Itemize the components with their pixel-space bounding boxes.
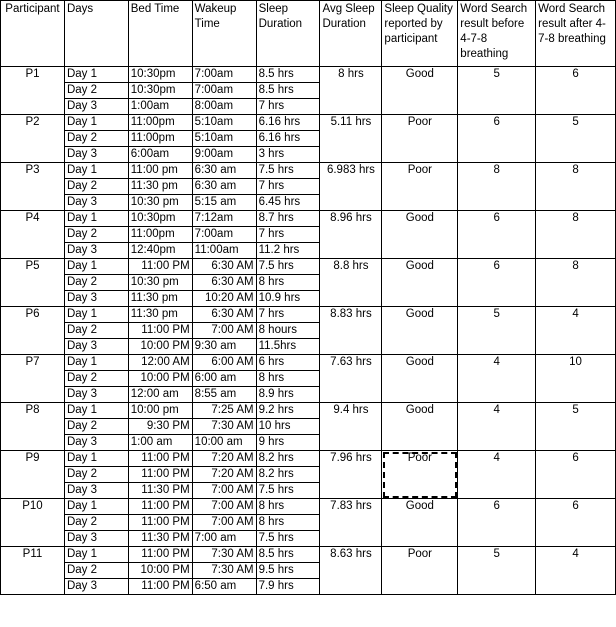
wakeup-time-cell[interactable]: 7:20 AM — [192, 467, 256, 483]
bed-time-cell[interactable]: 11:00 PM — [128, 467, 192, 483]
wakeup-time-cell[interactable]: 9:30 am — [192, 339, 256, 355]
day-cell[interactable]: Day 3 — [64, 579, 128, 595]
word-search-after-cell[interactable]: 5 — [536, 403, 616, 451]
wakeup-time-cell[interactable]: 7:12am — [192, 211, 256, 227]
day-cell[interactable]: Day 3 — [64, 435, 128, 451]
sleep-duration-cell[interactable]: 6 hrs — [256, 355, 320, 371]
day-cell[interactable]: Day 1 — [64, 163, 128, 179]
avg-sleep-cell[interactable]: 7.96 hrs — [320, 451, 382, 499]
table-row — [1, 115, 616, 131]
participant-id-cell[interactable]: P9 — [1, 451, 65, 499]
word-search-after-cell[interactable]: 5 — [536, 115, 616, 163]
bed-time-cell[interactable]: 10:00 PM — [128, 339, 192, 355]
wakeup-time-cell[interactable]: 7:25 AM — [192, 403, 256, 419]
day-cell[interactable]: Day 2 — [64, 83, 128, 99]
wakeup-time-cell[interactable]: 9:00am — [192, 147, 256, 163]
word-search-before-cell[interactable]: 4 — [458, 355, 536, 403]
day-cell[interactable]: Day 2 — [64, 131, 128, 147]
day-cell[interactable]: Day 1 — [64, 547, 128, 563]
avg-sleep-cell[interactable]: 6.983 hrs — [320, 163, 382, 211]
sleep-quality-cell[interactable]: Good — [382, 403, 458, 451]
day-cell[interactable]: Day 1 — [64, 259, 128, 275]
sleep-duration-cell[interactable]: 7 hrs — [256, 227, 320, 243]
day-cell[interactable]: Day 2 — [64, 563, 128, 579]
wakeup-time-cell[interactable]: 10:00 am — [192, 435, 256, 451]
wakeup-time-cell[interactable]: 6:00 am — [192, 371, 256, 387]
sleep-duration-cell[interactable]: 10 hrs — [256, 419, 320, 435]
bed-time-cell[interactable]: 10:30pm — [128, 67, 192, 83]
sleep-quality-cell[interactable]: Good — [382, 499, 458, 547]
sleep-duration-cell[interactable]: 7 hrs — [256, 179, 320, 195]
wakeup-time-cell[interactable]: 6:50 am — [192, 579, 256, 595]
word-search-after-cell[interactable]: 4 — [536, 547, 616, 595]
sleep-duration-cell[interactable]: 7.9 hrs — [256, 579, 320, 595]
table-row — [1, 163, 616, 179]
day-cell[interactable]: Day 1 — [64, 211, 128, 227]
sleep-duration-cell[interactable]: 3 hrs — [256, 147, 320, 163]
table-row — [1, 259, 616, 275]
bed-time-cell[interactable]: 11:00 PM — [128, 259, 192, 275]
wakeup-time-cell[interactable]: 10:20 AM — [192, 291, 256, 307]
bed-time-cell[interactable]: 11:30 pm — [128, 307, 192, 323]
header-days[interactable]: Days — [64, 1, 128, 67]
day-cell[interactable]: Day 1 — [64, 307, 128, 323]
sleep-quality-cell[interactable]: Poor — [382, 451, 458, 499]
participant-id-cell[interactable]: P10 — [1, 499, 65, 547]
bed-time-cell[interactable]: 10:00 PM — [128, 371, 192, 387]
bed-time-cell[interactable]: 12:40pm — [128, 243, 192, 259]
day-cell[interactable]: Day 2 — [64, 323, 128, 339]
bed-time-cell[interactable]: 10:30 pm — [128, 275, 192, 291]
word-search-after-cell[interactable]: 8 — [536, 259, 616, 307]
day-cell[interactable]: Day 1 — [64, 355, 128, 371]
bed-time-cell[interactable]: 10:30pm — [128, 211, 192, 227]
word-search-before-cell[interactable]: 6 — [458, 259, 536, 307]
sleep-quality-cell[interactable]: Good — [382, 211, 458, 259]
day-cell[interactable]: Day 1 — [64, 451, 128, 467]
participant-id-cell[interactable]: P8 — [1, 403, 65, 451]
wakeup-time-cell[interactable]: 6:00 AM — [192, 355, 256, 371]
bed-time-cell[interactable]: 11:00 PM — [128, 515, 192, 531]
wakeup-time-cell[interactable]: 7:30 AM — [192, 419, 256, 435]
wakeup-time-cell[interactable]: 11:00am — [192, 243, 256, 259]
table-row — [1, 355, 616, 371]
avg-sleep-cell[interactable]: 8.63 hrs — [320, 547, 382, 595]
wakeup-time-cell[interactable]: 7:30 AM — [192, 563, 256, 579]
wakeup-time-cell[interactable]: 7:00 AM — [192, 323, 256, 339]
wakeup-time-cell[interactable]: 7:00 AM — [192, 515, 256, 531]
participant-id-cell[interactable]: P1 — [1, 67, 65, 115]
wakeup-time-cell[interactable]: 6:30 am — [192, 179, 256, 195]
bed-time-cell[interactable]: 11:00pm — [128, 227, 192, 243]
sleep-quality-cell[interactable]: Good — [382, 259, 458, 307]
day-cell[interactable]: Day 1 — [64, 115, 128, 131]
avg-sleep-cell[interactable]: 5.11 hrs — [320, 115, 382, 163]
wakeup-time-cell[interactable]: 7:30 AM — [192, 547, 256, 563]
day-cell[interactable]: Day 3 — [64, 147, 128, 163]
bed-time-cell[interactable]: 11:30 PM — [128, 483, 192, 499]
word-search-before-cell[interactable]: 4 — [458, 451, 536, 499]
bed-time-cell[interactable]: 9:30 PM — [128, 419, 192, 435]
day-cell[interactable]: Day 2 — [64, 371, 128, 387]
avg-sleep-cell[interactable]: 8.83 hrs — [320, 307, 382, 355]
wakeup-time-cell[interactable]: 7:00 am — [192, 531, 256, 547]
sleep-duration-cell[interactable]: 11.5hrs — [256, 339, 320, 355]
wakeup-time-cell[interactable]: 7:00am — [192, 83, 256, 99]
sleep-duration-cell[interactable]: 7.5 hrs — [256, 163, 320, 179]
day-cell[interactable]: Day 2 — [64, 515, 128, 531]
bed-time-cell[interactable]: 1:00 am — [128, 435, 192, 451]
sleep-duration-cell[interactable]: 8 hrs — [256, 371, 320, 387]
bed-time-cell[interactable]: 10:30 pm — [128, 195, 192, 211]
table-row — [1, 211, 616, 227]
day-cell[interactable]: Day 3 — [64, 483, 128, 499]
avg-sleep-cell[interactable]: 7.63 hrs — [320, 355, 382, 403]
avg-sleep-cell[interactable]: 8 hrs — [320, 67, 382, 115]
wakeup-time-cell[interactable]: 7:20 AM — [192, 451, 256, 467]
header-avg-sleep-duration[interactable]: Avg Sleep Duration — [320, 1, 382, 67]
wakeup-time-cell[interactable]: 7:00am — [192, 67, 256, 83]
day-cell[interactable]: Day 3 — [64, 99, 128, 115]
sleep-quality-cell[interactable]: Poor — [382, 547, 458, 595]
day-cell[interactable]: Day 3 — [64, 243, 128, 259]
wakeup-time-cell[interactable]: 7:00 AM — [192, 499, 256, 515]
header-sleep-quality[interactable]: Sleep Quality reported by participant — [382, 1, 458, 67]
bed-time-cell[interactable]: 6:00am — [128, 147, 192, 163]
wakeup-time-cell[interactable]: 5:15 am — [192, 195, 256, 211]
day-cell[interactable]: Day 2 — [64, 275, 128, 291]
bed-time-cell[interactable]: 11:00 pm — [128, 163, 192, 179]
sleep-duration-cell[interactable]: 8 hrs — [256, 499, 320, 515]
day-cell[interactable]: Day 1 — [64, 67, 128, 83]
sleep-duration-cell[interactable]: 7 hrs — [256, 99, 320, 115]
bed-time-cell[interactable]: 11:30 PM — [128, 531, 192, 547]
wakeup-time-cell[interactable]: 5:10am — [192, 115, 256, 131]
sleep-duration-cell[interactable]: 9 hrs — [256, 435, 320, 451]
table-row — [1, 451, 616, 467]
wakeup-time-cell[interactable]: 6:30 am — [192, 163, 256, 179]
word-search-before-cell[interactable]: 8 — [458, 163, 536, 211]
sleep-quality-cell[interactable]: Good — [382, 67, 458, 115]
sleep-duration-cell[interactable]: 11.2 hrs — [256, 243, 320, 259]
day-cell[interactable]: Day 2 — [64, 227, 128, 243]
sleep-duration-cell[interactable]: 9.5 hrs — [256, 563, 320, 579]
sleep-duration-cell[interactable]: 8.7 hrs — [256, 211, 320, 227]
sleep-duration-cell[interactable]: 8.5 hrs — [256, 547, 320, 563]
sleep-quality-cell[interactable]: Good — [382, 307, 458, 355]
wakeup-time-cell[interactable]: 8:55 am — [192, 387, 256, 403]
word-search-after-cell[interactable]: 6 — [536, 499, 616, 547]
bed-time-cell[interactable]: 11:00pm — [128, 115, 192, 131]
sleep-duration-cell[interactable]: 8.2 hrs — [256, 467, 320, 483]
word-search-after-cell[interactable]: 4 — [536, 307, 616, 355]
table-row — [1, 547, 616, 563]
header-participant[interactable]: Participant — [1, 1, 65, 67]
participant-id-cell[interactable]: P3 — [1, 163, 65, 211]
header-row — [1, 1, 616, 67]
header-wakeup-time[interactable]: Wakeup Time — [192, 1, 256, 67]
bed-time-cell[interactable]: 10:30pm — [128, 83, 192, 99]
day-cell[interactable]: Day 3 — [64, 291, 128, 307]
sleep-duration-cell[interactable]: 7.5 hrs — [256, 259, 320, 275]
participant-id-cell[interactable]: P2 — [1, 115, 65, 163]
word-search-after-cell[interactable]: 8 — [536, 211, 616, 259]
word-search-before-cell[interactable]: 5 — [458, 547, 536, 595]
sleep-duration-cell[interactable]: 8 hours — [256, 323, 320, 339]
sleep-duration-cell[interactable]: 6.16 hrs — [256, 115, 320, 131]
table-row — [1, 67, 616, 83]
avg-sleep-cell[interactable]: 9.4 hrs — [320, 403, 382, 451]
bed-time-cell[interactable]: 11:00 PM — [128, 323, 192, 339]
bed-time-cell[interactable]: 1:00am — [128, 99, 192, 115]
wakeup-time-cell[interactable]: 8:00am — [192, 99, 256, 115]
day-cell[interactable]: Day 1 — [64, 403, 128, 419]
bed-time-cell[interactable]: 11:30 pm — [128, 179, 192, 195]
avg-sleep-cell[interactable]: 8.8 hrs — [320, 259, 382, 307]
bed-time-cell[interactable]: 12:00 AM — [128, 355, 192, 371]
sleep-duration-cell[interactable]: 9.2 hrs — [256, 403, 320, 419]
participant-id-cell[interactable]: P6 — [1, 307, 65, 355]
avg-sleep-cell[interactable]: 7.83 hrs — [320, 499, 382, 547]
wakeup-time-cell[interactable]: 6:30 AM — [192, 259, 256, 275]
table-row — [1, 307, 616, 323]
header-word-search-before[interactable]: Word Search result before 4-7-8 breathing — [458, 1, 536, 67]
participant-id-cell[interactable]: P4 — [1, 211, 65, 259]
sleep-duration-cell[interactable]: 7 hrs — [256, 307, 320, 323]
bed-time-cell[interactable]: 11:00pm — [128, 131, 192, 147]
sleep-quality-cell[interactable]: Poor — [382, 115, 458, 163]
day-cell[interactable]: Day 3 — [64, 195, 128, 211]
bed-time-cell[interactable]: 11:30 pm — [128, 291, 192, 307]
header-bed-time[interactable]: Bed Time — [128, 1, 192, 67]
header-word-search-after[interactable]: Word Search result after 4-7-8 breathing — [536, 1, 616, 67]
wakeup-time-cell[interactable]: 5:10am — [192, 131, 256, 147]
bed-time-cell[interactable]: 11:00 PM — [128, 547, 192, 563]
sleep-duration-cell[interactable]: 8.5 hrs — [256, 83, 320, 99]
table-row — [1, 403, 616, 419]
word-search-before-cell[interactable]: 6 — [458, 115, 536, 163]
table-row — [1, 499, 616, 515]
bed-time-cell[interactable]: 11:00 PM — [128, 451, 192, 467]
word-search-before-cell[interactable]: 6 — [458, 499, 536, 547]
sleep-duration-cell[interactable]: 7.5 hrs — [256, 483, 320, 499]
sleep-quality-cell[interactable]: Good — [382, 355, 458, 403]
table-body — [1, 67, 616, 595]
day-cell[interactable]: Day 2 — [64, 467, 128, 483]
sleep-duration-cell[interactable]: 8.5 hrs — [256, 67, 320, 83]
participant-id-cell[interactable]: P5 — [1, 259, 65, 307]
sleep-duration-cell[interactable]: 6.16 hrs — [256, 131, 320, 147]
word-search-before-cell[interactable]: 5 — [458, 67, 536, 115]
sleep-quality-cell[interactable]: Poor — [382, 163, 458, 211]
sleep-duration-cell[interactable]: 8 hrs — [256, 275, 320, 291]
header-sleep-duration[interactable]: Sleep Duration — [256, 1, 320, 67]
bed-time-cell[interactable]: 11:00 PM — [128, 579, 192, 595]
word-search-before-cell[interactable]: 6 — [458, 211, 536, 259]
wakeup-time-cell[interactable]: 7:00am — [192, 227, 256, 243]
day-cell[interactable]: Day 3 — [64, 339, 128, 355]
word-search-before-cell[interactable]: 4 — [458, 403, 536, 451]
avg-sleep-cell[interactable]: 8.96 hrs — [320, 211, 382, 259]
word-search-after-cell[interactable]: 8 — [536, 163, 616, 211]
participant-id-cell[interactable]: P11 — [1, 547, 65, 595]
wakeup-time-cell[interactable]: 6:30 AM — [192, 275, 256, 291]
word-search-after-cell[interactable]: 6 — [536, 67, 616, 115]
sleep-duration-cell[interactable]: 7.5 hrs — [256, 531, 320, 547]
word-search-after-cell[interactable]: 6 — [536, 451, 616, 499]
wakeup-time-cell[interactable]: 6:30 AM — [192, 307, 256, 323]
sleep-duration-cell[interactable]: 8.2 hrs — [256, 451, 320, 467]
word-search-after-cell[interactable]: 10 — [536, 355, 616, 403]
sleep-duration-cell[interactable]: 8.9 hrs — [256, 387, 320, 403]
day-cell[interactable]: Day 2 — [64, 419, 128, 435]
day-cell[interactable]: Day 1 — [64, 499, 128, 515]
word-search-before-cell[interactable]: 5 — [458, 307, 536, 355]
day-cell[interactable]: Day 3 — [64, 531, 128, 547]
sleep-duration-cell[interactable]: 6.45 hrs — [256, 195, 320, 211]
sleep-duration-cell[interactable]: 8 hrs — [256, 515, 320, 531]
day-cell[interactable]: Day 2 — [64, 179, 128, 195]
day-cell[interactable]: Day 3 — [64, 387, 128, 403]
wakeup-time-cell[interactable]: 7:00 AM — [192, 483, 256, 499]
sleep-duration-cell[interactable]: 10.9 hrs — [256, 291, 320, 307]
participant-id-cell[interactable]: P7 — [1, 355, 65, 403]
bed-time-cell[interactable]: 10:00 pm — [128, 403, 192, 419]
bed-time-cell[interactable]: 10:00 PM — [128, 563, 192, 579]
bed-time-cell[interactable]: 11:00 PM — [128, 499, 192, 515]
bed-time-cell[interactable]: 12:00 am — [128, 387, 192, 403]
